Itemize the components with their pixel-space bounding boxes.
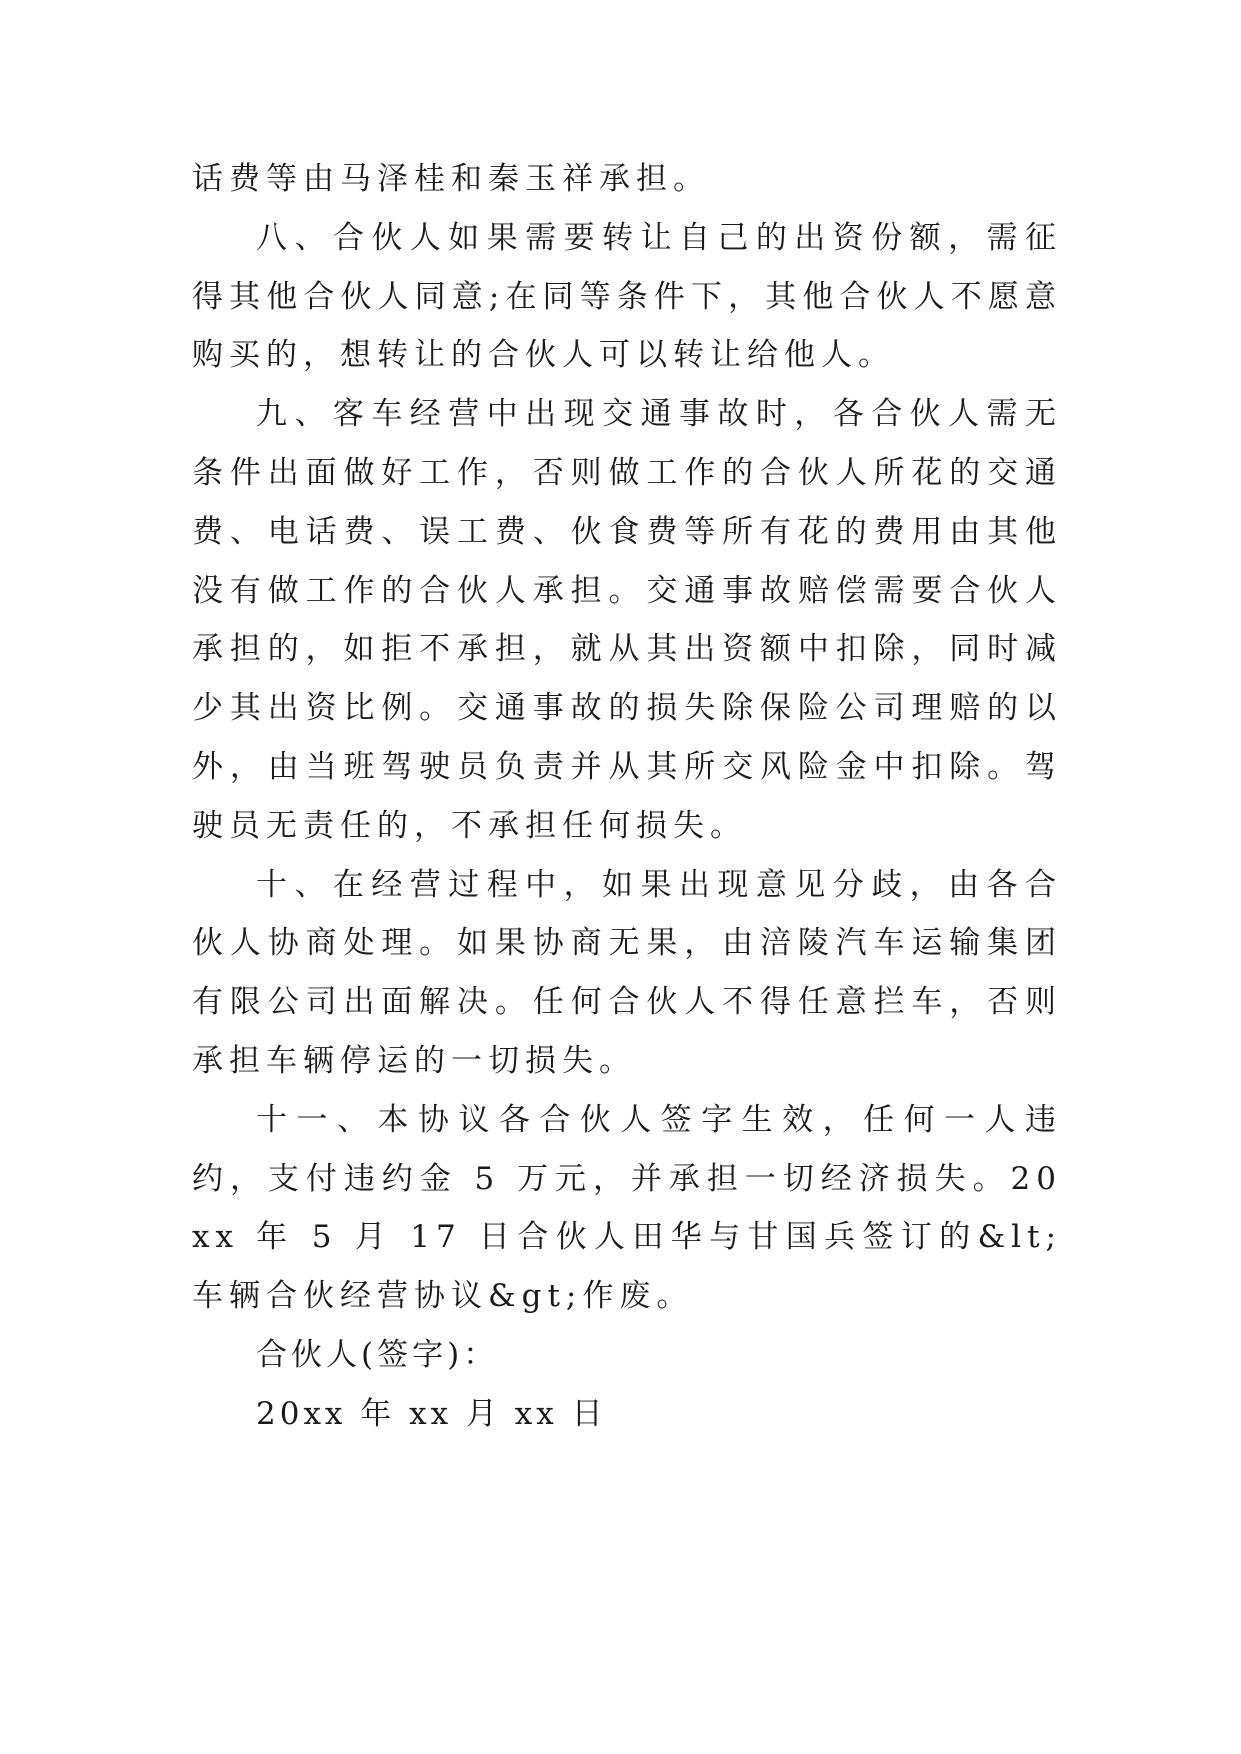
document-body (192, 150, 1062, 1444)
signature-label: 合伙人(签字)： (256, 1336, 499, 1373)
clause-8: 八、合伙人如果需要转让自己的出资份额，需征得其他合伙人同意;在同等条件下，其他合伙人不愿意购买的，想转让的合伙人可以转让给他人。 (192, 219, 1062, 374)
date-line: 20xx 年 xx 月 xx 日 (256, 1395, 607, 1432)
clause-10: 十、在经营过程中，如果出现意见分歧，由各合伙人协商处理。如果协商无果，由涪陵汽车运输集团有限公司出面解决。任何合伙人不得任意拦车，否则承担车辆停运的一切损失。 (192, 866, 1062, 1079)
clause-9: 九、客车经营中出现交通事故时，各合伙人需无条件出面做好工作，否则做工作的合伙人所花的交通费、电话费、误工费、伙食费等所有花的费用由其他没有做工作的合伙人承担。交通事故赔偿需要合伙人承担的，如拒不承担，就从其出资额中扣除，同时减少其出资比例。交通事故的损失除保险公司理赔的以外，由当班驾驶员负责并从其所交风险金中扣除。驾驶员无责任的，不承担任何损失。 (192, 396, 1062, 844)
paragraph-continuation: 话费等由马泽桂和秦玉祥承担。 (192, 161, 710, 197)
clause-11: 十一、本协议各合伙人签字生效，任何一人违约，支付违约金 5 万元，并承担一切经济损失。20xx 年 5 月 17 日合伙人田华与甘国兵签订的&lt;车辆合伙经营协议&gt;作废。 (192, 1101, 1062, 1315)
